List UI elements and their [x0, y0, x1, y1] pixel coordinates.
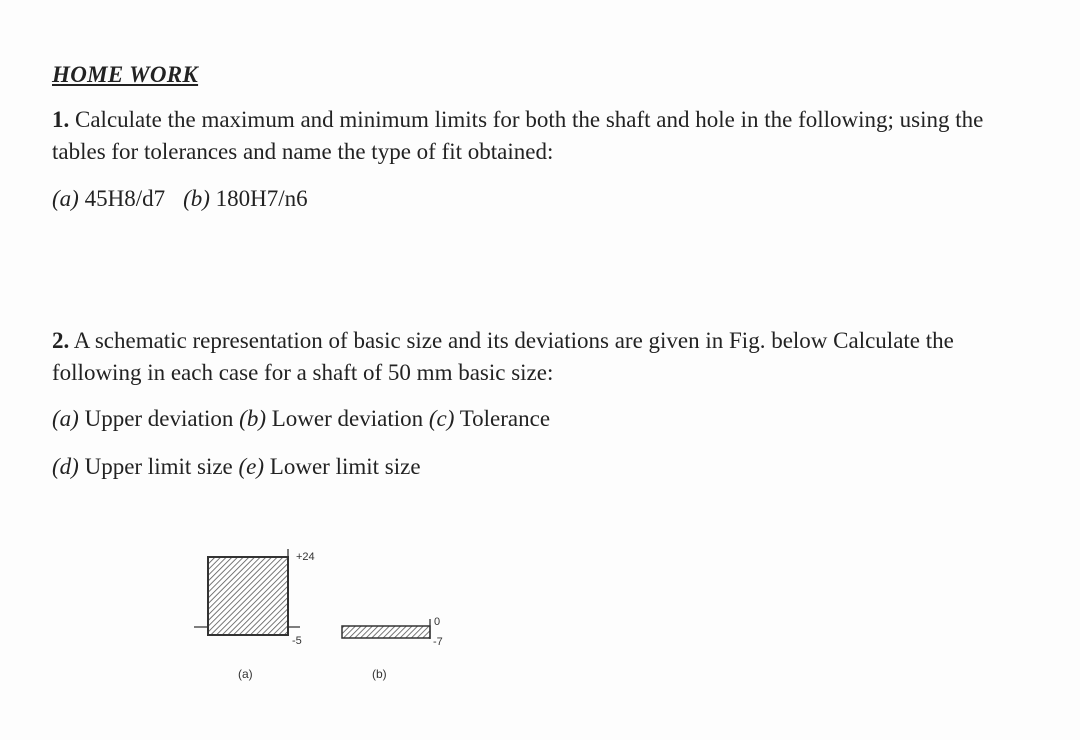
- question-1: [52, 104, 1042, 168]
- question-1-parts: [52, 184, 308, 214]
- question-2-parts-line-2: [52, 452, 421, 482]
- part-a-value: 45H8/d7: [78, 186, 166, 211]
- figure-b-tolerance-zone: [342, 626, 430, 638]
- figure-a-lower-label: -5: [292, 635, 302, 647]
- part-b-label: (b): [183, 186, 210, 211]
- figure-a-tolerance-zone: [208, 557, 288, 635]
- part-e-label: (e): [238, 454, 265, 479]
- homework-heading: HOME WORK: [52, 62, 199, 87]
- part-b-label: (b): [239, 406, 266, 431]
- part-a-label: (a): [52, 406, 79, 431]
- part-a-value: Upper deviation: [78, 406, 240, 431]
- question-1-number: 1.: [52, 107, 70, 132]
- figure-b-lower-label: -7: [433, 636, 443, 648]
- figure-a-upper-label: +24: [296, 551, 315, 563]
- part-c-label: (c): [428, 406, 455, 431]
- figure-a: [194, 549, 315, 681]
- part-c-value: Tolerance: [454, 406, 551, 431]
- figure-b: [342, 616, 443, 681]
- question-1-text: Calculate the maximum and minimum limits for both the shaft and hole in the following; using the tables for tolerances and name the type of fit obtained:: [52, 107, 984, 164]
- figure-b-upper-label: 0: [434, 616, 441, 628]
- figure-a-caption: (a): [238, 667, 253, 681]
- part-d-label: (d): [52, 454, 79, 479]
- part-b-value: 180H7/n6: [209, 186, 308, 211]
- part-b-value: Lower deviation: [265, 406, 429, 431]
- question-2: [52, 325, 1042, 389]
- question-2-text: A schematic representation of basic size and its deviations are given in Fig. below Calculate the following in each case for a shaft of 50 mm basic size:: [52, 328, 954, 385]
- question-2-parts-line-1: [52, 404, 550, 434]
- part-a-label: (a): [52, 186, 79, 211]
- deviation-figure: [180, 535, 480, 695]
- question-2-number: 2.: [52, 328, 70, 353]
- part-e-value: Lower limit size: [264, 454, 421, 479]
- figure-b-caption: (b): [372, 667, 387, 681]
- part-d-value: Upper limit size: [78, 454, 239, 479]
